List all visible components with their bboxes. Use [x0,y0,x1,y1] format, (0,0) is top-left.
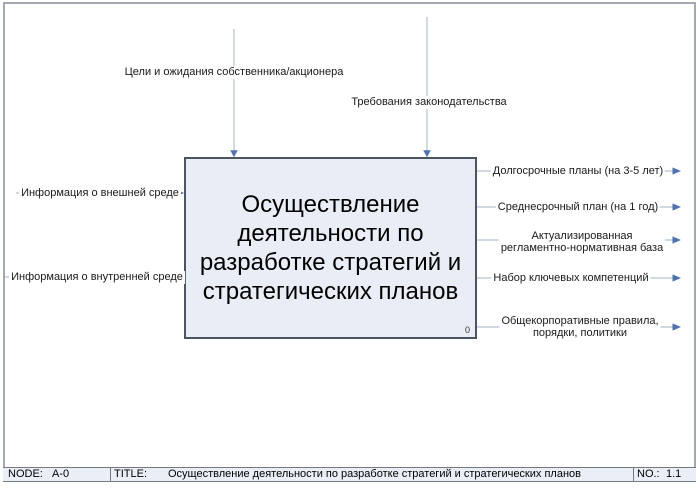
activity-box-node-number: 0 [464,325,470,335]
input-label-internal-environment: Информация о внутренней среде [11,271,183,283]
output-label-corporate-rules [499,315,660,339]
control-arrow-legislation [423,17,431,157]
control-label-legislation: Требования законодательства [351,96,507,108]
activity-box-title: Осуществление деятельности по разработке стратегий и стратегических планов [199,191,462,305]
footer-divider-1 [110,468,111,481]
output-label-corporate-rules-line2: порядки, политики [532,327,628,339]
output-label-normative-base-line2: регламентно-нормативная база [500,242,664,254]
footer-title-value: Осуществление деятельности по разработке стратегий и стратегических планов [168,468,581,480]
footer-title-label: TITLE: [114,468,148,480]
output-label-normative-base-line1: Актуализированная [531,230,633,242]
footer-bar [3,467,696,482]
output-label-mid-term-plan: Среднесрочный план (на 1 год) [497,201,659,213]
footer-node-label: NODE: [8,468,43,480]
footer-node-value: A-0 [52,468,70,480]
output-label-key-competencies: Набор ключевых компетенций [493,272,649,284]
activity-box[interactable] [184,157,477,339]
footer-number-label: NO.: [637,468,660,480]
control-label-owner-goals: Цели и ожидания собственника/акционера [124,66,344,78]
output-label-long-term-plans: Долгосрочные планы (на 3-5 лет) [492,165,664,177]
input-label-external-environment: Информация о внешней среде [21,187,179,199]
output-label-corporate-rules-line1: Общекорпоративные правила, [501,315,659,327]
footer-number-value: 1.1 [666,468,682,480]
control-arrow-owner-goals [230,29,238,157]
output-label-normative-base [499,230,665,254]
